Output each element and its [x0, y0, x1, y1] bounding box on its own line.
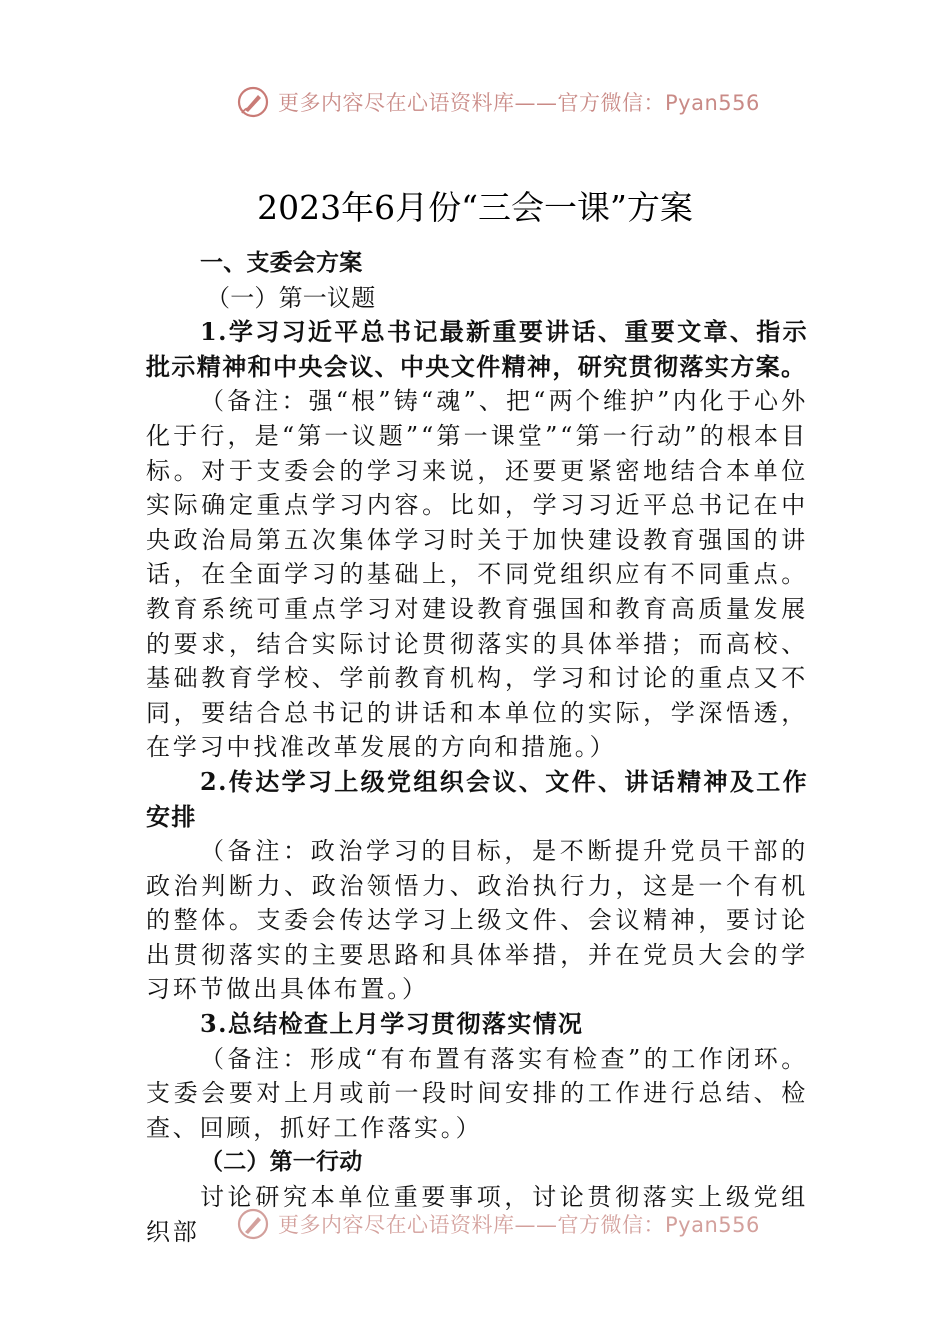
document-body: [146, 246, 808, 1249]
section-heading: 一、支委会方案: [200, 250, 363, 276]
subsection-heading: （二）第一行动: [200, 1149, 363, 1176]
watermark-header: [236, 84, 760, 120]
watermark-text: 更多内容尽在心语资料库——官方微信：Pyan556: [278, 91, 760, 115]
body-paragraph: 讨论研究本单位重要事项，讨论贯彻落实上级党组织部: [146, 1183, 808, 1246]
document-title: 2023年6月份“三会一课”方案: [257, 188, 693, 227]
pen-logo-icon: [236, 85, 270, 119]
watermark-footer: [236, 1206, 760, 1242]
watermark-text: 更多内容尽在心语资料库——官方微信：Pyan556: [278, 1213, 760, 1237]
item-heading: 2.传达学习上级党组织会议、文件、讲话精神及工作安排: [146, 766, 808, 831]
item-heading: 1.学习习近平总书记最新重要讲话、重要文章、指示批示精神和中央会议、中央文件精神，研究贯彻落实方案。: [146, 317, 808, 381]
subsection-heading: （一）第一议题: [206, 283, 376, 312]
note-paragraph: （备注：强“根”铸“魂”、把“两个维护”内化于心外化于行，是“第一议题”“第一课堂”“第一行动”的根本目标。对于支委会的学习来说，还要更紧密地结合本单位实际确定重点学习内容。比如，学习习近平总书记在中央政治局第五次集体学习时关于加快建设教育强国的讲话，在全面学习的基础上，不同党组织应有不同重点。教育系统可重点学习对建设教育强国和教育高质量发展的要求，结合实际讨论贯彻落实的具体举措；而高校、基础教育学校、学前教育机构，学习和讨论的重点又不同，要结合总书记的讲话和本单位的实际，学深悟透，在学习中找准改革发展的方向和措施。）: [146, 387, 808, 762]
pen-logo-icon: [236, 1207, 270, 1241]
note-paragraph: （备注：形成“有布置有落实有检查”的工作闭环。支委会要对上月或前一段时间安排的工作进行总结、检查、回顾，抓好工作落实。）: [146, 1044, 808, 1142]
note-paragraph: （备注：政治学习的目标，是不断提升党员干部的政治判断力、政治领悟力、政治执行力，这是一个有机的整体。支委会传达学习上级文件、会议精神，要讨论出贯彻落实的主要思路和具体举措，并在党员大会的学习环节做出具体布置。）: [146, 837, 808, 1004]
item-heading: 3.总结检查上月学习贯彻落实情况: [200, 1009, 584, 1039]
